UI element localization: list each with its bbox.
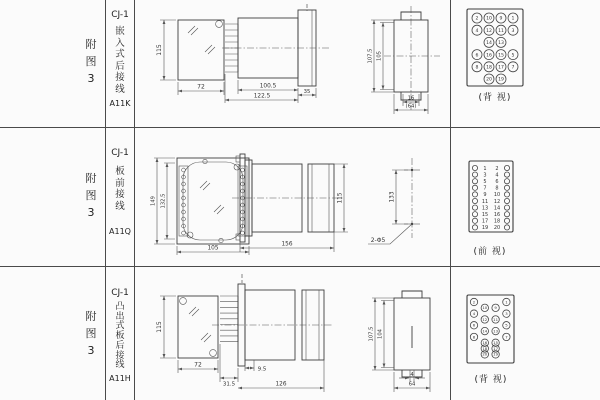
terminal-number: 10	[493, 192, 501, 199]
cutout-dims-row1	[368, 20, 429, 114]
terminal-number: 18	[493, 218, 501, 225]
vertical-char: 图	[85, 327, 97, 341]
terminal-number: 13	[498, 41, 504, 47]
holes-dims-row2	[368, 170, 412, 244]
dim-cutout-outer-row1: 107.5	[367, 48, 374, 64]
vertical-char: 出	[115, 311, 125, 322]
terminal-number: 10	[486, 16, 492, 22]
mount-type-row3	[106, 303, 134, 371]
terminal-circle	[472, 179, 477, 184]
terminal-number: 15	[493, 340, 499, 346]
table-divider	[0, 127, 600, 128]
terminal-number: 15	[481, 212, 489, 218]
terminal-number: 17	[481, 218, 489, 225]
terminal-circle	[472, 198, 477, 203]
terminal-number: 7	[505, 334, 508, 340]
vertical-char: 板	[115, 166, 125, 177]
terminal-layout-front-row2	[468, 160, 520, 240]
terminal-number: 12	[493, 198, 501, 205]
dim-front-width-row2: 105	[207, 245, 219, 252]
side-outline-row2	[232, 154, 344, 242]
dim-cutout-span-row1: (64)	[405, 103, 417, 110]
terminal-number: 6	[472, 322, 476, 328]
dim-front-height-row3: 115	[156, 321, 163, 333]
vertical-char: 板	[115, 331, 125, 342]
terminal-circle	[472, 172, 477, 177]
terminal-circle	[472, 218, 477, 223]
dim-side-height-row2: 115	[337, 192, 344, 204]
terminal-number: 16	[486, 53, 492, 59]
terminal-number: 5	[505, 322, 508, 328]
terminal-number: 1	[483, 165, 487, 172]
terminal-number: 6	[495, 179, 499, 185]
terminal-number: 5	[511, 53, 515, 59]
side-view-row1	[220, 4, 335, 120]
terminal-number: 3	[483, 172, 487, 179]
terminal-number: 20	[486, 77, 492, 83]
terminal-number: 1	[505, 299, 508, 305]
terminal-number: 2	[472, 299, 476, 305]
vertical-char: 线	[115, 83, 125, 95]
table-divider	[134, 0, 135, 400]
vertical-char: 线	[115, 200, 125, 212]
side-view-row2	[232, 146, 357, 258]
terminal-circle	[472, 212, 477, 217]
side-dims-row2	[240, 164, 348, 252]
terminal-number: 11	[498, 28, 504, 34]
vertical-char: 式	[115, 49, 125, 61]
terminal-circle	[504, 205, 509, 210]
dim-front-inner-row2: 132.5	[160, 193, 167, 209]
terminal-circle	[504, 165, 509, 170]
terminal-circle	[504, 212, 509, 217]
dim-side-body-row1: 100.5	[259, 83, 277, 90]
vertical-char: 后	[115, 340, 125, 351]
terminal-number: 5	[483, 179, 487, 185]
terminal-circle	[504, 198, 509, 203]
panel-cutout-row3	[360, 284, 448, 396]
side-view-row3	[212, 272, 342, 396]
type-code-row2: A11Q	[109, 227, 131, 236]
terminal-number: 4	[472, 311, 476, 317]
mount-type-row1	[106, 26, 134, 95]
terminal-number: 8	[472, 334, 476, 340]
view-caption-row3: (背 视)	[474, 375, 508, 385]
front-outline-row1	[178, 20, 224, 80]
view-caption-row2: (前 视)	[473, 247, 507, 257]
front-dims-row3	[156, 296, 218, 373]
terminal-number: 9	[483, 192, 487, 199]
terminal-number: 14	[482, 328, 488, 334]
vertical-char: 后	[115, 60, 125, 72]
terminal-number: 18	[482, 345, 488, 351]
model-label-row2: CJ-1	[111, 148, 129, 158]
terminal-number: 17	[498, 65, 504, 71]
terminal-number: 16	[493, 212, 501, 218]
terminal-number: 14	[493, 205, 501, 212]
vertical-char: 附	[85, 38, 97, 51]
terminal-number: 8	[475, 65, 479, 71]
dim-front-height-row1: 115	[156, 44, 163, 56]
dim-front-outer-row2: 149	[150, 196, 157, 206]
mount-type-row2	[106, 166, 134, 212]
terminal-number: 16	[482, 340, 488, 346]
appendix-label-row3	[78, 308, 104, 359]
cutout-outline-row3	[394, 291, 430, 382]
vertical-char: 接	[115, 72, 125, 84]
vertical-char: 嵌	[115, 26, 125, 37]
terminal-number: 2	[475, 16, 479, 22]
cutout-outline-row1	[384, 6, 440, 110]
vertical-char: 入	[115, 37, 125, 49]
type-code-row1: A11K	[109, 99, 131, 108]
vertical-char: 图	[85, 189, 97, 203]
terminal-number: 9	[494, 305, 497, 311]
vertical-char: 3	[87, 206, 95, 220]
terminal-circle	[504, 192, 509, 197]
terminal-number: 3	[505, 311, 508, 317]
terminal-number: 11	[493, 316, 499, 322]
mounting-holes-row2	[362, 146, 447, 261]
terminal-number: 10	[482, 305, 488, 311]
terminal-circle	[504, 179, 509, 184]
terminal-number: 20	[493, 225, 501, 232]
dim-side-flange-row1: 35	[303, 89, 311, 95]
dim-side-stud-row3: 31.5	[222, 381, 236, 388]
cutout-dims-row3	[369, 298, 431, 392]
table-divider	[450, 0, 451, 400]
side-outline-row1	[222, 4, 330, 86]
dim-cutout-stud-row3: 4	[410, 372, 414, 378]
terminal-number: 14	[486, 41, 492, 47]
terminal-number: 7	[511, 65, 515, 71]
vertical-char: 接	[115, 189, 125, 201]
terminal-circle	[472, 225, 477, 230]
dim-cutout-tab-row1: 16	[407, 95, 415, 102]
vertical-char: 线	[115, 360, 125, 371]
terminal-circle	[504, 185, 509, 190]
dim-side-overall-row1: 122.5	[253, 93, 271, 100]
dim-front-width-row1: 72	[197, 83, 205, 91]
dim-side-length-row2: 156	[281, 241, 293, 248]
dim-cutout-inner-row3: 104	[377, 329, 384, 339]
dim-cutout-inner-row1: 105	[376, 51, 383, 61]
terminal-number: 9	[499, 16, 503, 22]
view-caption-row1: (背 视)	[478, 93, 512, 103]
terminal-number: 4	[475, 28, 479, 34]
terminal-number: 1	[511, 16, 515, 22]
terminal-layout-rear-row3	[466, 294, 518, 366]
terminal-number: 18	[486, 65, 492, 71]
terminal-number: 12	[482, 316, 488, 322]
side-outline-row3	[212, 274, 332, 366]
terminal-number: 11	[481, 198, 489, 205]
side-dims-row3	[220, 344, 324, 392]
appendix-label-row2	[78, 170, 104, 221]
vertical-char: 图	[85, 55, 97, 69]
vertical-char: 3	[87, 344, 95, 358]
appendix-label-row1	[78, 36, 104, 87]
terminal-circle	[504, 218, 509, 223]
terminal-number: 7	[483, 185, 487, 192]
terminal-number: 2	[495, 165, 499, 172]
terminal-number: 19	[481, 225, 489, 232]
type-code-row3: A11H	[109, 374, 131, 383]
terminal-number: 19	[498, 77, 504, 83]
terminal-number: 8	[495, 185, 499, 192]
terminal-number: 12	[486, 28, 492, 34]
terminal-circle	[472, 192, 477, 197]
terminal-circle	[504, 172, 509, 177]
terminal-number: 13	[493, 328, 499, 334]
hole-spec-label-row2: 2-Φ5	[370, 237, 386, 244]
terminal-number: 20	[482, 351, 488, 357]
terminal-number: 15	[498, 53, 504, 59]
terminal-number: 6	[475, 53, 479, 59]
vertical-char: 附	[85, 172, 97, 185]
table-divider	[0, 266, 600, 267]
panel-cutout-row1	[360, 6, 448, 118]
dim-front-width-row3: 72	[194, 361, 202, 369]
dim-hole-pitch-row2: 133	[389, 191, 396, 203]
vertical-char: 3	[87, 72, 95, 86]
terminal-number: 4	[495, 172, 499, 179]
vertical-char: 附	[85, 310, 97, 323]
vertical-char: 接	[115, 350, 125, 361]
terminal-circle	[504, 225, 509, 230]
terminal-circle	[472, 185, 477, 190]
terminal-layout-rear-row1	[466, 8, 528, 88]
dim-side-gap-row3: 9.5	[257, 366, 267, 373]
dim-side-overall-row3: 126	[275, 381, 287, 388]
dim-cutout-outer-row3: 107.5	[368, 326, 375, 342]
vertical-char: 凸	[115, 302, 125, 312]
terminal-number: 13	[481, 205, 489, 212]
terminal-circle	[472, 165, 477, 170]
vertical-char: 式	[115, 321, 125, 332]
dim-cutout-span-row3: 64	[408, 381, 416, 388]
terminal-number: 19	[493, 351, 499, 357]
terminal-number: 17	[493, 345, 499, 351]
terminal-circle	[472, 205, 477, 210]
model-label-row1: CJ-1	[111, 10, 129, 20]
vertical-char: 前	[115, 177, 125, 189]
terminal-number: 3	[511, 28, 515, 34]
model-label-row3: CJ-1	[111, 288, 129, 298]
